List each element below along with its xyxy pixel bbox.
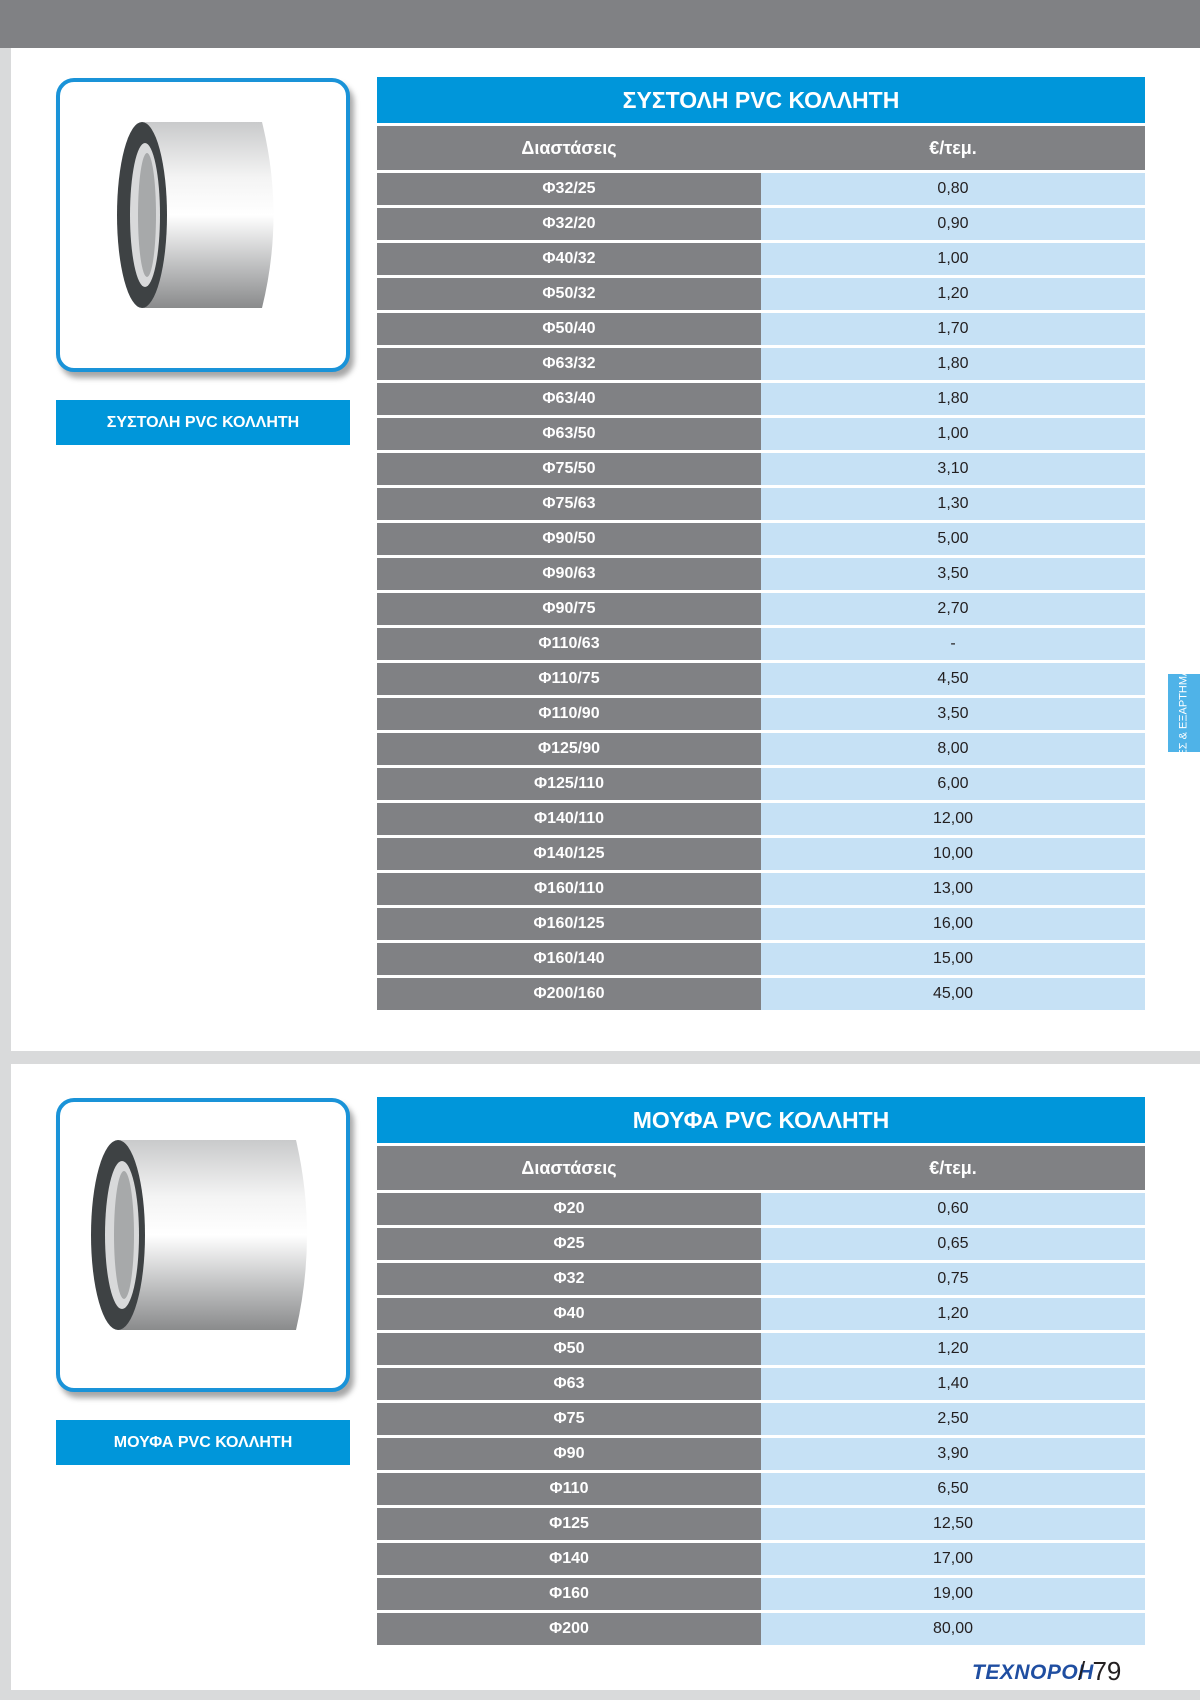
table-row [377, 1333, 1145, 1365]
dimension-cell: Φ125 [377, 1508, 761, 1540]
product-image-coupling [56, 1098, 350, 1392]
side-tab-label: ΣΩΛΗΝΕΣ & ΕΞΑΡΤΗΜΑΤΑ PVC [1177, 631, 1190, 795]
price-cell: 6,50 [761, 1473, 1145, 1505]
table-row [377, 453, 1145, 485]
table-row [377, 1508, 1145, 1540]
table-row [377, 908, 1145, 940]
table-row [377, 873, 1145, 905]
table-header [377, 126, 1145, 170]
dimension-cell: Φ20 [377, 1193, 761, 1225]
table-row [377, 1543, 1145, 1575]
price-cell: 3,50 [761, 698, 1145, 730]
table-row [377, 768, 1145, 800]
table-row [377, 943, 1145, 975]
price-cell: 15,00 [761, 943, 1145, 975]
table-row [377, 243, 1145, 275]
price-cell: 16,00 [761, 908, 1145, 940]
dimension-cell: Φ110/90 [377, 698, 761, 730]
dimension-cell: Φ160/110 [377, 873, 761, 905]
dimension-cell: Φ160 [377, 1578, 761, 1610]
dimension-cell: Φ75 [377, 1403, 761, 1435]
product-section-reducer [11, 48, 1200, 1051]
dimension-cell: Φ75/50 [377, 453, 761, 485]
price-cell: 10,00 [761, 838, 1145, 870]
dimension-cell: Φ125/90 [377, 733, 761, 765]
dimension-cell: Φ50/32 [377, 278, 761, 310]
table-row [377, 838, 1145, 870]
price-cell: 2,50 [761, 1403, 1145, 1435]
dimension-cell: Φ32/25 [377, 173, 761, 205]
table-row [377, 803, 1145, 835]
table-row [377, 1473, 1145, 1505]
table-row [377, 978, 1145, 1010]
table-row [377, 278, 1145, 310]
dimension-cell: Φ200 [377, 1613, 761, 1645]
dimension-cell: Φ90/75 [377, 593, 761, 625]
dimension-cell: Φ140/110 [377, 803, 761, 835]
product-image-reducer [56, 78, 350, 372]
price-cell: 0,60 [761, 1193, 1145, 1225]
table-row [377, 383, 1145, 415]
product-caption: ΣΥΣΤΟΛΗ PVC ΚΟΛΛΗΤΗ [56, 400, 350, 445]
table-row [377, 1263, 1145, 1295]
price-cell: 1,70 [761, 313, 1145, 345]
table-row [377, 1578, 1145, 1610]
table-row [377, 523, 1145, 555]
price-cell: 0,90 [761, 208, 1145, 240]
table-row [377, 1368, 1145, 1400]
price-cell: 0,75 [761, 1263, 1145, 1295]
price-cell: 3,10 [761, 453, 1145, 485]
column-header-price: €/τεμ. [929, 1157, 977, 1178]
column-header-price: €/τεμ. [929, 137, 977, 158]
table-row [377, 663, 1145, 695]
table-row [377, 698, 1145, 730]
dimension-cell: Φ63/50 [377, 418, 761, 450]
brand-logo: ΤΕΧΝΟΡΟΗ [972, 1661, 1094, 1684]
price-cell: 80,00 [761, 1613, 1145, 1645]
dimension-cell: Φ25 [377, 1228, 761, 1260]
table-row [377, 348, 1145, 380]
table-row [377, 593, 1145, 625]
price-cell: 1,00 [761, 418, 1145, 450]
dimension-cell: Φ160/140 [377, 943, 761, 975]
dimension-cell: Φ32 [377, 1263, 761, 1295]
product-section-coupling [11, 1064, 1200, 1690]
price-cell: 1,20 [761, 278, 1145, 310]
price-cell: 1,00 [761, 243, 1145, 275]
price-cell: 12,00 [761, 803, 1145, 835]
side-category-tab[interactable] [1168, 631, 1200, 795]
price-cell: 17,00 [761, 1543, 1145, 1575]
dimension-cell: Φ75/63 [377, 488, 761, 520]
dimension-cell: Φ63/40 [377, 383, 761, 415]
price-cell: 0,80 [761, 173, 1145, 205]
price-cell: 1,80 [761, 383, 1145, 415]
dimension-cell: Φ160/125 [377, 908, 761, 940]
price-cell: 1,30 [761, 488, 1145, 520]
dimension-cell: Φ140 [377, 1543, 761, 1575]
dimension-cell: Φ63 [377, 1368, 761, 1400]
column-header-dimensions: Διαστάσεις [521, 1157, 617, 1178]
dimension-cell: Φ110/75 [377, 663, 761, 695]
price-cell: 6,00 [761, 768, 1145, 800]
table-row [377, 418, 1145, 450]
price-cell: - [761, 628, 1145, 660]
dimension-cell: Φ50 [377, 1333, 761, 1365]
price-table [377, 77, 1145, 1010]
table-row [377, 628, 1145, 660]
table-row [377, 558, 1145, 590]
price-cell: 3,50 [761, 558, 1145, 590]
table-row [377, 1438, 1145, 1470]
table-title: ΣΥΣΤΟΛΗ PVC ΚΟΛΛΗΤΗ [377, 77, 1145, 123]
price-cell: 19,00 [761, 1578, 1145, 1610]
dimension-cell: Φ200/160 [377, 978, 761, 1010]
product-caption: ΜΟΥΦΑ PVC ΚΟΛΛΗΤΗ [56, 1420, 350, 1465]
table-row [377, 208, 1145, 240]
table-row [377, 1298, 1145, 1330]
table-row [377, 173, 1145, 205]
table-header [377, 1146, 1145, 1190]
price-cell: 13,00 [761, 873, 1145, 905]
table-body [377, 1193, 1145, 1645]
table-row [377, 1193, 1145, 1225]
page-number: / 79 [1078, 1656, 1122, 1686]
dimension-cell: Φ90/63 [377, 558, 761, 590]
column-header-dimensions: Διαστάσεις [521, 137, 617, 158]
table-row [377, 1403, 1145, 1435]
price-cell: 8,00 [761, 733, 1145, 765]
dimension-cell: Φ90/50 [377, 523, 761, 555]
price-cell: 3,90 [761, 1438, 1145, 1470]
dimension-cell: Φ40/32 [377, 243, 761, 275]
table-row [377, 488, 1145, 520]
price-cell: 1,20 [761, 1298, 1145, 1330]
dimension-cell: Φ140/125 [377, 838, 761, 870]
dimension-cell: Φ50/40 [377, 313, 761, 345]
dimension-cell: Φ110 [377, 1473, 761, 1505]
price-cell: 4,50 [761, 663, 1145, 695]
price-cell: 1,40 [761, 1368, 1145, 1400]
dimension-cell: Φ40 [377, 1298, 761, 1330]
dimension-cell: Φ125/110 [377, 768, 761, 800]
top-bar [0, 0, 1200, 48]
table-row [377, 1228, 1145, 1260]
dimension-cell: Φ90 [377, 1438, 761, 1470]
table-row [377, 733, 1145, 765]
price-cell: 5,00 [761, 523, 1145, 555]
price-cell: 12,50 [761, 1508, 1145, 1540]
dimension-cell: Φ32/20 [377, 208, 761, 240]
dimension-cell: Φ110/63 [377, 628, 761, 660]
table-row [377, 1613, 1145, 1645]
table-body [377, 173, 1145, 1010]
price-table [377, 1097, 1145, 1645]
price-cell: 2,70 [761, 593, 1145, 625]
dimension-cell: Φ63/32 [377, 348, 761, 380]
table-row [377, 313, 1145, 345]
price-cell: 1,80 [761, 348, 1145, 380]
price-cell: 1,20 [761, 1333, 1145, 1365]
table-title: ΜΟΥΦΑ PVC ΚΟΛΛΗΤΗ [377, 1097, 1145, 1143]
price-cell: 45,00 [761, 978, 1145, 1010]
price-cell: 0,65 [761, 1228, 1145, 1260]
